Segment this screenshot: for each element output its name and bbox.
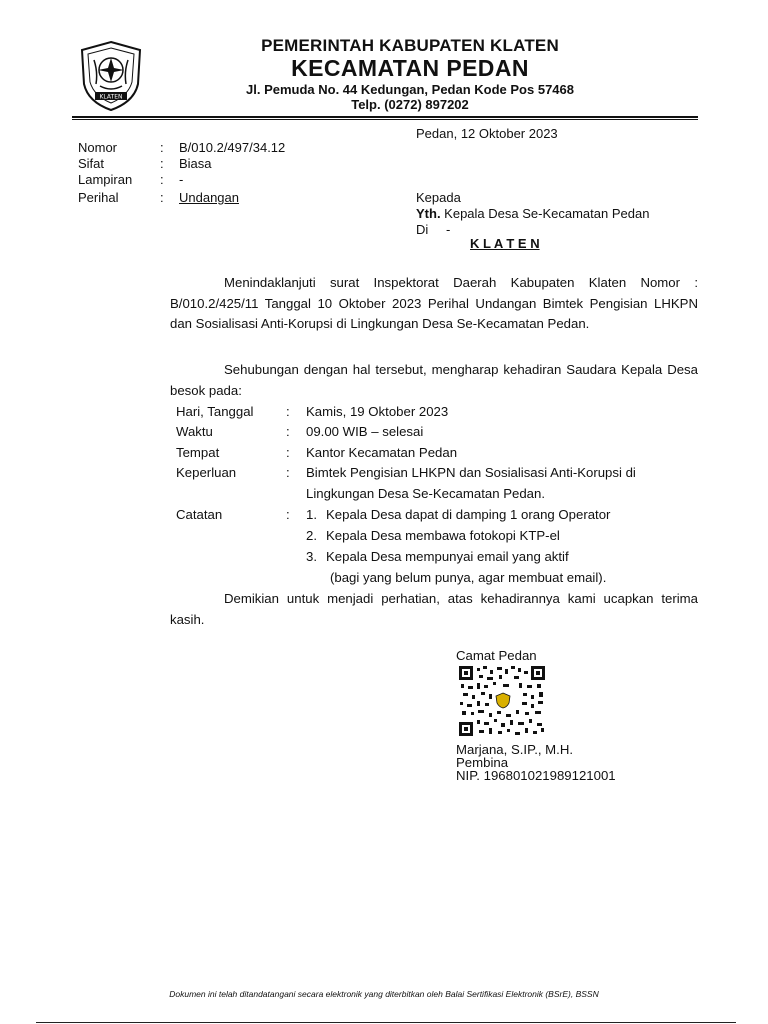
recipient-name bbox=[416, 205, 649, 222]
meta-colon: : bbox=[160, 156, 164, 171]
body-paragraph-2: Sehubungan dengan hal tersebut, mengharap kehadiran Saudara Kepala Desa besok pada: bbox=[170, 362, 698, 398]
detail-keperluan-cont bbox=[176, 484, 706, 504]
letter-date: Pedan, 12 Oktober 2023 bbox=[416, 126, 558, 141]
signatory-name: Marjana, S.IP., M.H. bbox=[456, 742, 574, 757]
meta-colon: : bbox=[160, 172, 164, 187]
note-text: Kepala Desa membawa fotokopi KTP-el bbox=[326, 528, 560, 543]
detail-tempat bbox=[176, 443, 706, 463]
recipient-yth: Yth. bbox=[416, 206, 441, 221]
meta-label: Lampiran bbox=[78, 172, 133, 187]
detail-value: Kamis, 19 Oktober 2023 bbox=[306, 404, 449, 419]
letterhead-address: Jl. Pemuda No. 44 Kedungan, Pedan Kode Pos 57468 bbox=[246, 82, 574, 97]
letterhead-divider-thick bbox=[72, 116, 698, 118]
detail-colon: : bbox=[286, 404, 290, 419]
detail-label: Keperluan bbox=[176, 465, 237, 480]
letterhead-district: KECAMATAN PEDAN bbox=[291, 55, 529, 81]
meta-nomor bbox=[78, 139, 398, 156]
meta-label: Perihal bbox=[78, 190, 119, 205]
recipient-di-label: Di bbox=[416, 222, 429, 237]
detail-colon: : bbox=[286, 445, 290, 460]
detail-hari-tanggal bbox=[176, 402, 706, 422]
detail-colon: : bbox=[286, 507, 290, 522]
body-paragraph-1: Menindaklanjuti surat Inspektorat Daerah Kabupaten Klaten Nomor : B/010.2/425/11 Tanggal 10 Oktober 2023 Perihal Undangan Bimtek Pengisian LHKPN dan Sosialisasi Anti-Korupsi di Lingkungan Desa Se-Kecamatan Pedan. bbox=[170, 275, 698, 331]
detail-value: Kantor Kecamatan Pedan bbox=[306, 445, 458, 460]
meta-perihal bbox=[78, 189, 398, 206]
footer-divider bbox=[36, 1022, 736, 1023]
letterhead-government: PEMERINTAH KABUPATEN KLATEN bbox=[261, 36, 559, 55]
klaten-regency-emblem bbox=[78, 40, 144, 112]
detail-value: Bimtek Pengisian LHKPN dan Sosialisasi Anti-Korupsi di bbox=[306, 465, 636, 480]
e-signature-footer-note: Dokumen ini telah ditandatangani secara elektronik yang diterbitkan oleh Balai Sertifikasi Elektronik (BSrE), BSSN bbox=[169, 989, 599, 999]
note-text: Kepala Desa dapat di damping 1 orang Operator bbox=[326, 507, 611, 522]
meta-sifat bbox=[78, 155, 398, 172]
meta-lampiran bbox=[78, 171, 398, 188]
meta-colon: : bbox=[160, 190, 164, 205]
detail-label: Waktu bbox=[176, 424, 213, 439]
note-number: 1. bbox=[306, 507, 317, 522]
note-text: Kepala Desa mempunyai email yang aktif bbox=[326, 549, 569, 564]
letterhead-phone: Telp. (0272) 897202 bbox=[351, 97, 469, 112]
svg-text:KLATEN: KLATEN bbox=[99, 93, 123, 101]
recipient-kepada: Kepada bbox=[416, 190, 461, 205]
detail-label: Catatan bbox=[176, 507, 223, 522]
note-number: 2. bbox=[306, 528, 317, 543]
signature-title: Camat Pedan bbox=[456, 648, 537, 663]
recipient-di-value: - bbox=[446, 222, 451, 237]
note-extra: (bagi yang belum punya, agar membuat email). bbox=[330, 570, 607, 585]
detail-waktu bbox=[176, 422, 706, 442]
meta-value: Biasa bbox=[179, 156, 212, 171]
detail-keperluan bbox=[176, 463, 706, 483]
signatory-rank: Pembina bbox=[456, 755, 509, 770]
meta-value: B/010.2/497/34.12 bbox=[179, 140, 286, 155]
detail-value: 09.00 WIB – selesai bbox=[306, 424, 424, 439]
letterhead-divider-thin bbox=[72, 119, 698, 120]
meta-value: - bbox=[179, 172, 184, 187]
signatory-nip: NIP. 196801021989121001 bbox=[456, 768, 616, 783]
detail-colon: : bbox=[286, 424, 290, 439]
meta-colon: : bbox=[160, 140, 164, 155]
recipient-addressee: Kepala Desa Se-Kecamatan Pedan bbox=[440, 206, 650, 221]
detail-label: Tempat bbox=[176, 445, 220, 460]
recipient-city: K L A T E N bbox=[470, 236, 540, 251]
meta-value: Undangan bbox=[179, 190, 239, 205]
meta-label: Sifat bbox=[78, 156, 105, 171]
note-number: 3. bbox=[306, 549, 317, 564]
detail-label: Hari, Tanggal bbox=[176, 404, 254, 419]
meta-label: Nomor bbox=[78, 140, 118, 155]
detail-value: Lingkungan Desa Se-Kecamatan Pedan. bbox=[306, 486, 546, 501]
body-closing: Demikian untuk menjadi perhatian, atas kehadirannya kami ucapkan terima kasih. bbox=[170, 591, 698, 627]
detail-colon: : bbox=[286, 465, 290, 480]
qr-code-icon bbox=[459, 666, 545, 736]
